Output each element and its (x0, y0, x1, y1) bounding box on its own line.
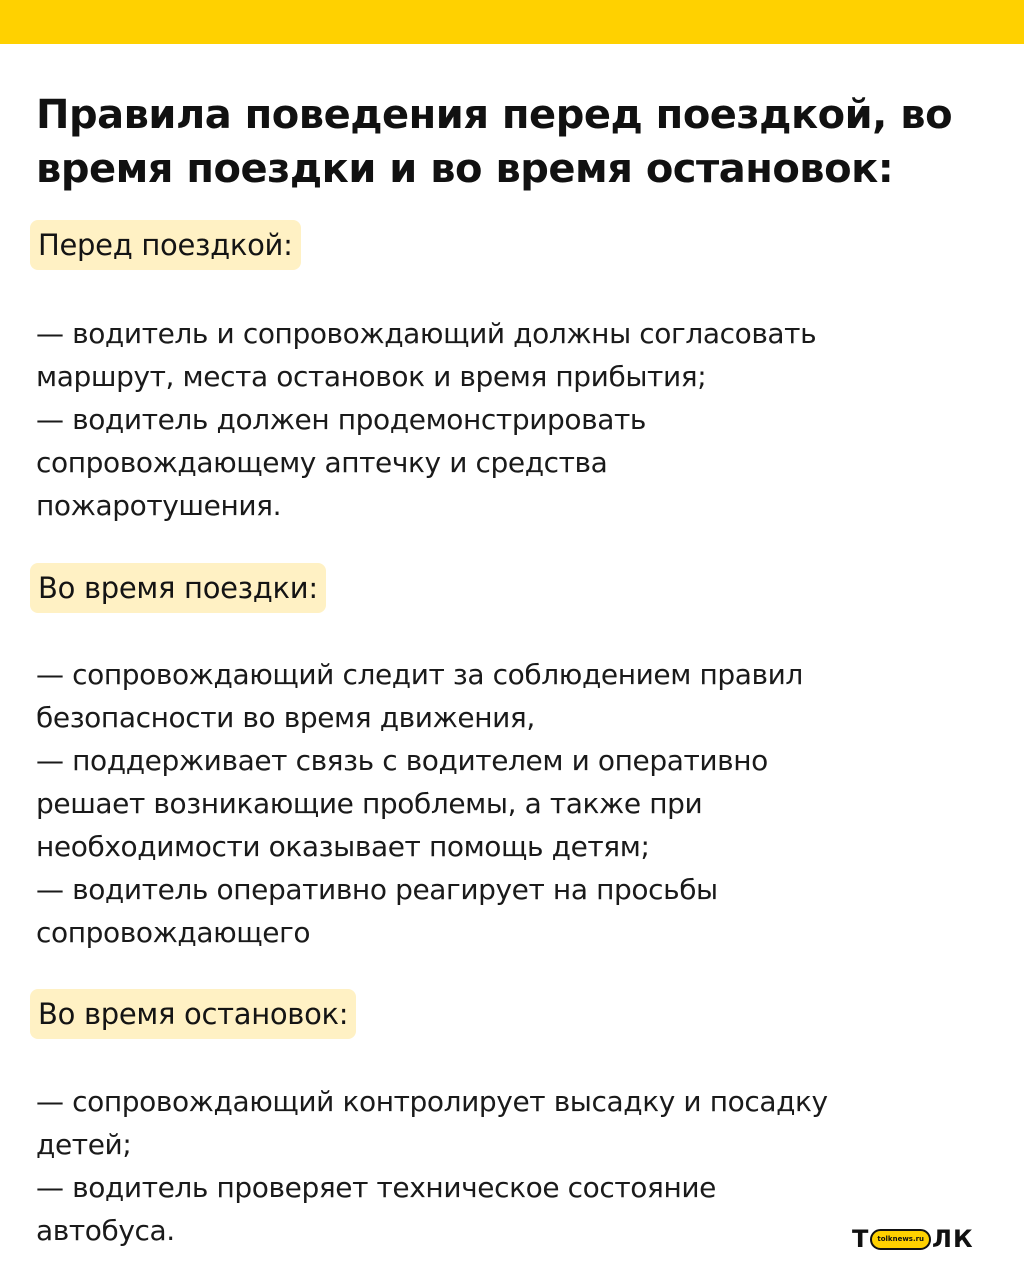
logo-pill (870, 1229, 931, 1250)
section-body-during-stops (36, 1080, 976, 1252)
section-body-before-trip (36, 312, 976, 527)
text-line: необходимости оказывает помощь детям; (36, 830, 650, 863)
page-title: Правила поведения перед поездкой, во время поездки и во время остановок: (36, 92, 953, 192)
text-line: — водитель оперативно реагирует на просьбы (36, 873, 718, 906)
text-line: — водитель должен продемонстрировать (36, 403, 646, 436)
text-line: решает возникающие проблемы, а также при (36, 787, 703, 820)
text-line: — сопровождающий контролирует высадку и посадку (36, 1085, 828, 1118)
text-line: маршрут, места остановок и время прибытия; (36, 360, 707, 393)
logo-text-left: Т (852, 1225, 870, 1253)
text-line: — сопровождающий следит за соблюдением правил (36, 658, 803, 691)
logo-pill-text: tolknews.ru (877, 1235, 925, 1243)
text-line: безопасности во время движения, (36, 701, 535, 734)
logo-text-right: ЛК (932, 1225, 974, 1253)
section-heading-during-trip: Во время поездки: (30, 563, 326, 613)
text-line: автобуса. (36, 1214, 175, 1247)
text-line: — водитель и сопровождающий должны согласовать (36, 317, 817, 350)
tolk-logo (852, 1226, 974, 1252)
text-line: — водитель проверяет техническое состояние (36, 1171, 717, 1204)
section-body-during-trip (36, 653, 976, 954)
text-line: детей; (36, 1128, 132, 1161)
text-line: пожаротушения. (36, 489, 282, 522)
top-accent-bar (0, 0, 1024, 44)
text-line: сопровождающему аптечку и средства (36, 446, 608, 479)
text-line: сопровождающего (36, 916, 311, 949)
text-line: — поддерживает связь с водителем и оперативно (36, 744, 768, 777)
section-heading-before-trip: Перед поездкой: (30, 220, 301, 270)
section-heading-during-stops: Во время остановок: (30, 989, 356, 1039)
